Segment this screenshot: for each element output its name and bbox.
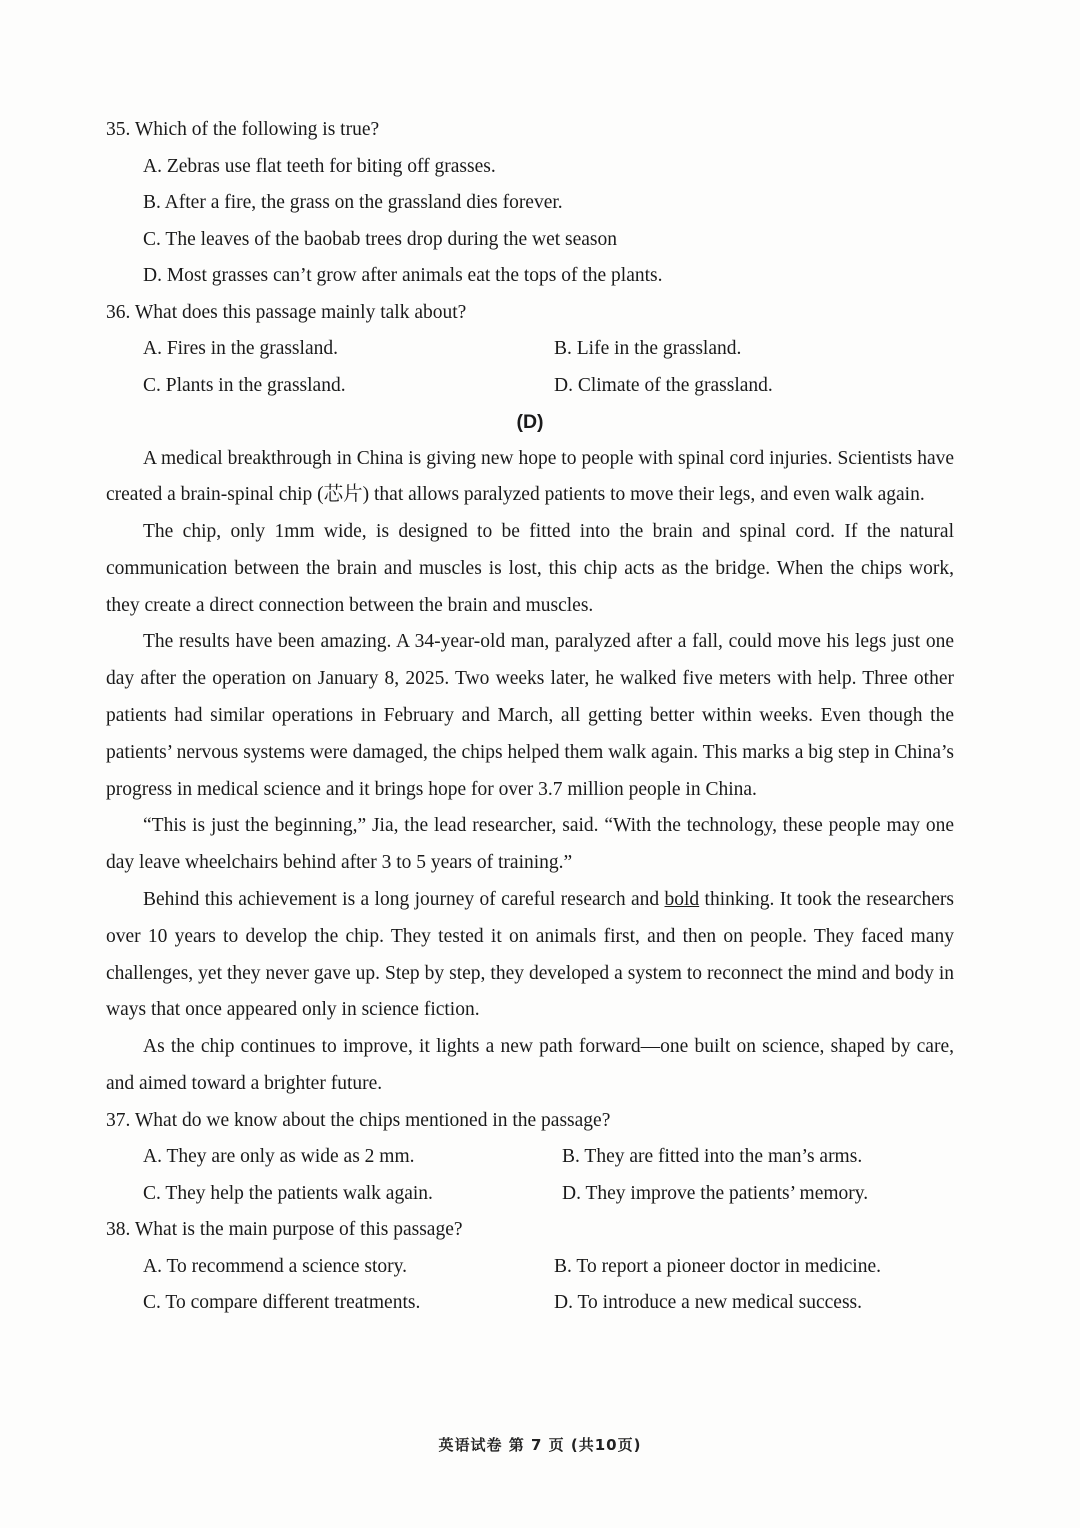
option-d: D. Most grasses can’t grow after animals eat the tops of the plants. [143, 265, 663, 286]
question-stem: 38. What is the main purpose of this passage? [106, 1219, 463, 1241]
option-c: C. To compare different treatments. [143, 1292, 421, 1314]
option-a: A. To recommend a science story. [143, 1255, 407, 1277]
paragraph-text: Behind this achievement is a long journey of careful research and [143, 889, 665, 911]
option-row [106, 1139, 954, 1176]
option-b: B. Life in the grassland. [554, 338, 742, 359]
question-stem: 37. What do we know about the chips mentioned in the passage? [106, 1109, 611, 1131]
passage-paragraph-4: “This is just the beginning,” Jia, the lead researcher, said. “With the technology, these people may one day leave wheelchairs behind after 3 to 5 years of training.” [106, 815, 954, 874]
passage-paragraph-5 [106, 882, 954, 1029]
option-a: A. Fires in the grassland. [143, 338, 338, 359]
passage-paragraph-6: As the chip continues to improve, it lights a new path forward—one built on science, shaped by care, and aimed toward a brighter future. [106, 1036, 954, 1095]
option-row [106, 1176, 954, 1213]
passage-paragraph-2: The chip, only 1mm wide, is designed to be fitted into the brain and spinal cord. If the natural communication between the brain and muscles is lost, this chip acts as the bridge. When the chips work, they create a direct connection between the brain and muscles. [106, 521, 954, 616]
option-c: C. Plants in the grassland. [143, 374, 346, 396]
option-b: B. After a fire, the grass on the grassland dies forever. [143, 192, 563, 213]
option-row [106, 1249, 954, 1286]
option-c: C. They help the patients walk again. [143, 1182, 433, 1204]
question-stem: 35. Which of the following is true? [106, 119, 380, 140]
page-footer: 英语试卷 第 7 页 (共10页) [438, 1436, 642, 1454]
option-b: B. They are fitted into the man’s arms. [562, 1146, 863, 1168]
reading-passage [106, 441, 954, 1103]
option-d: D. To introduce a new medical success. [554, 1292, 863, 1314]
option-d: D. They improve the patients’ memory. [562, 1182, 869, 1204]
question-35 [106, 112, 954, 295]
option-a: A. Zebras use flat teeth for biting off grasses. [143, 155, 496, 177]
passage-paragraph-1: A medical breakthrough in China is giving new hope to people with spinal cord injuries. Scientists have created a brain-spinal chip (芯片) that allows paralyzed patients to move their legs, and even walk again. [106, 447, 954, 506]
option-b: B. To report a pioneer doctor in medicine. [554, 1255, 881, 1277]
question-36 [106, 295, 954, 405]
option-row [106, 331, 954, 368]
option-a: A. They are only as wide as 2 mm. [143, 1146, 415, 1168]
page-content [106, 112, 954, 1322]
option-row [106, 368, 954, 405]
paragraph-text: thinking. It took the researchers over 10 years to develop the chip. They tested it on animals first, and then on people. They faced many challenges, yet they never gave up. Step by step, they developed a system to reconnect the mind and body in ways that once appeared only in science fiction. [106, 889, 954, 1021]
section-title: (D) [516, 411, 544, 433]
underlined-word: bold [664, 889, 700, 911]
question-stem: 36. What does this passage mainly talk about? [106, 301, 467, 323]
passage-paragraph-3: The results have been amazing. A 34-year-old man, paralyzed after a fall, could move his legs just one day after the operation on January 8, 2025. Two weeks later, he walked five meters with help. Three other patients had similar operations in February and March, all getting better within weeks. Even though the patients’ nervous systems were damaged, the chips helped them walk again. This marks a big step in China’s progress in medical science and it brings hope for over 3.7 million people in China. [106, 631, 954, 800]
option-d: D. Climate of the grassland. [554, 374, 773, 396]
option-c: C. The leaves of the baobab trees drop during the wet season [143, 228, 617, 250]
question-37 [106, 1103, 954, 1213]
option-row [106, 1285, 954, 1322]
question-38 [106, 1212, 954, 1322]
